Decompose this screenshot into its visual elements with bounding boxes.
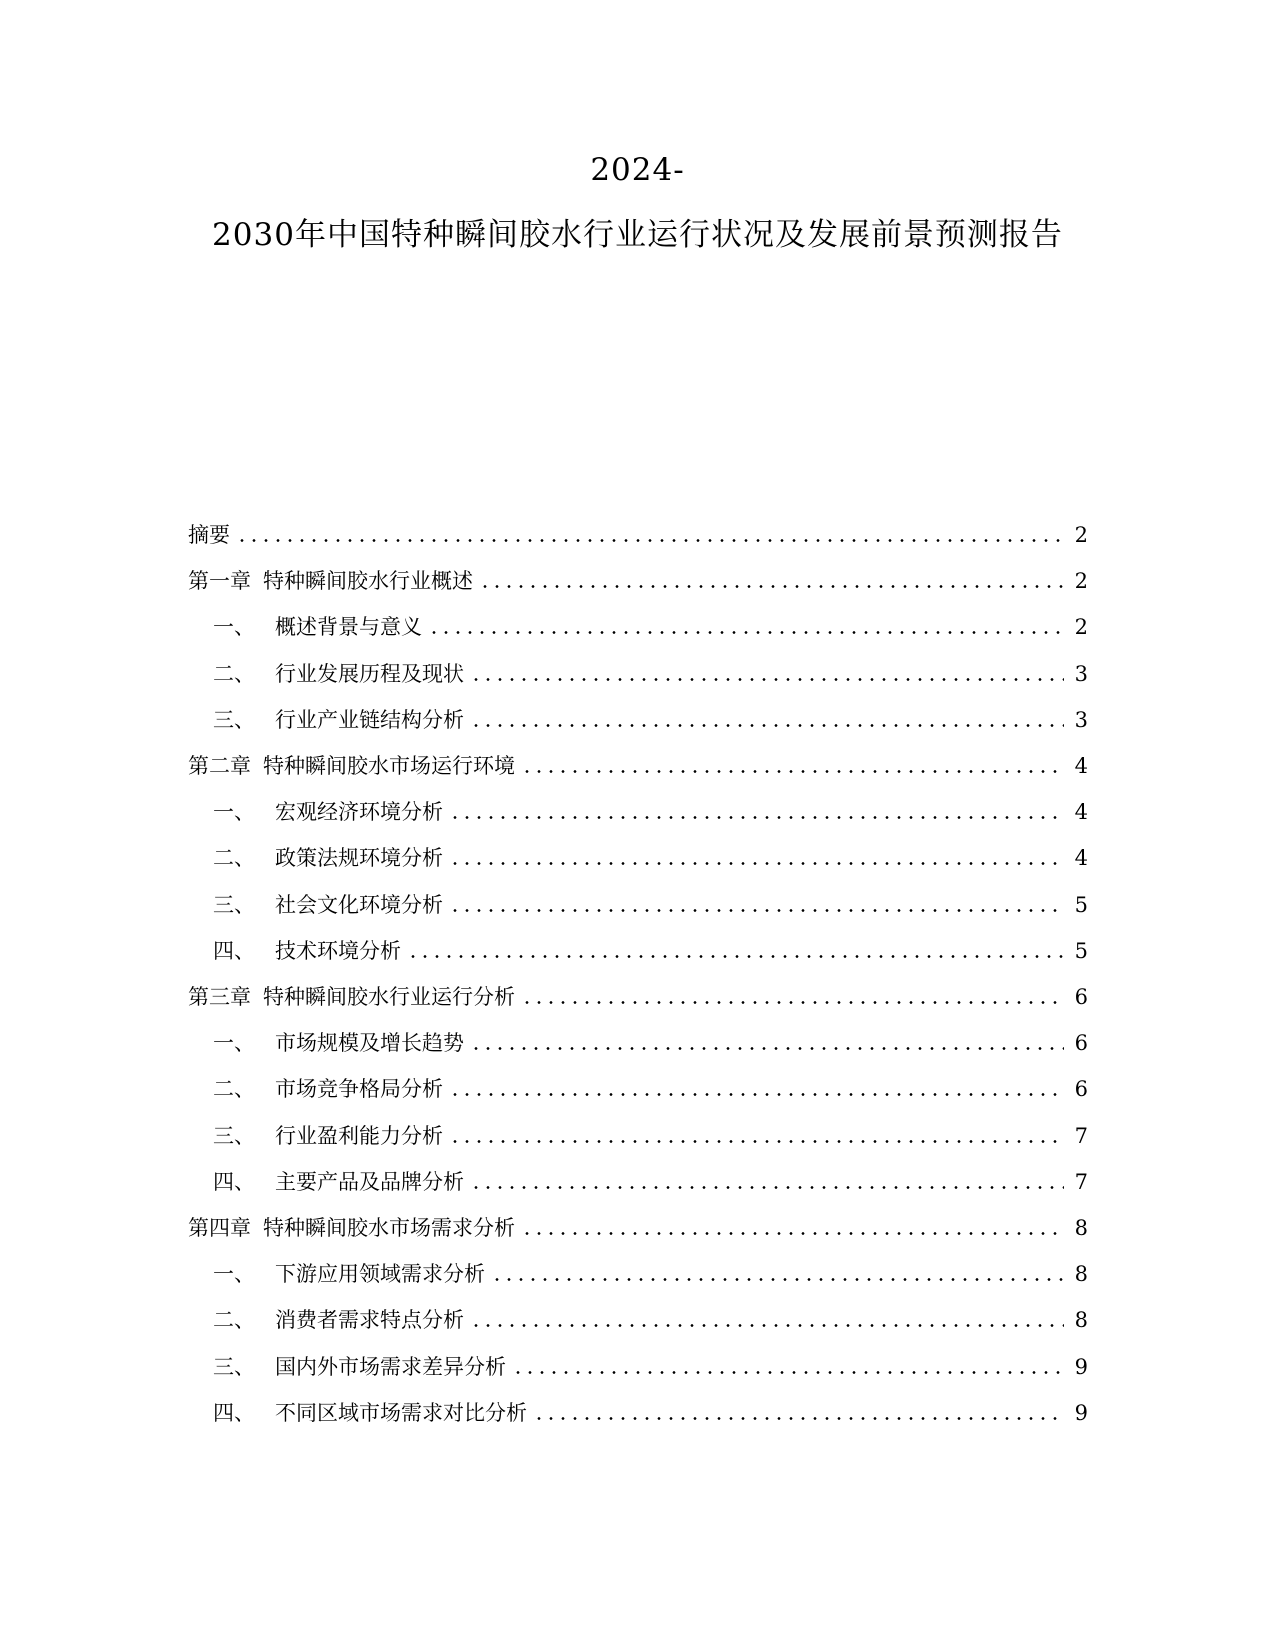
toc-entry-number: 三、: [213, 1123, 255, 1148]
toc-entry-title: 特种瞬间胶水市场需求分析: [263, 1216, 515, 1240]
toc-entry-number: 三、: [213, 1354, 255, 1379]
toc-entry-title: 国内外市场需求差异分析: [275, 1354, 506, 1379]
toc-dot-leader: [491, 1259, 1064, 1289]
toc-entry-title: 社会文化环境分析: [275, 892, 443, 917]
toc-dot-leader: [236, 520, 1064, 550]
toc-entry[interactable]: [188, 659, 1088, 689]
toc-dot-leader: [533, 1398, 1064, 1428]
toc-entry[interactable]: [188, 1398, 1088, 1428]
toc-entry-title: 市场竞争格局分析: [275, 1077, 443, 1102]
toc-entry-number: 一、: [213, 615, 255, 640]
toc-entry[interactable]: [188, 1259, 1088, 1289]
toc-dot-leader: [449, 1074, 1064, 1104]
toc-entry-number: 三、: [213, 707, 255, 732]
toc-page-number: 6: [1074, 1031, 1088, 1056]
toc-page-number: 3: [1074, 707, 1088, 732]
toc-entry-title: 市场规模及增长趋势: [275, 1031, 464, 1056]
toc-entry-number: 一、: [213, 800, 255, 825]
toc-page-number: 9: [1074, 1400, 1088, 1425]
toc-dot-leader: [449, 843, 1064, 873]
toc-dot-leader: [449, 797, 1064, 827]
toc-entry[interactable]: [188, 751, 1088, 781]
toc-page-number: 4: [1074, 846, 1088, 871]
toc-entry-number: 四、: [213, 1400, 255, 1425]
toc-entry[interactable]: [188, 797, 1088, 827]
toc-entry-number: 二、: [213, 846, 255, 871]
toc-entry-number: 第二章: [188, 754, 251, 778]
toc-page-number: 2: [1074, 569, 1088, 594]
toc-entry[interactable]: [188, 1074, 1088, 1104]
toc-page-number: 5: [1074, 892, 1088, 917]
toc-entry[interactable]: [188, 520, 1088, 550]
toc-entry-number: 第一章: [188, 569, 251, 594]
toc-entry[interactable]: [188, 890, 1088, 920]
toc-entry-number: 一、: [213, 1262, 255, 1287]
toc-dot-leader: [512, 1352, 1064, 1382]
toc-dot-leader: [407, 936, 1064, 966]
toc-page-number: 8: [1074, 1308, 1088, 1333]
toc-dot-leader: [470, 705, 1064, 735]
toc-page-number: 9: [1074, 1354, 1088, 1379]
toc-page-number: 8: [1074, 1216, 1088, 1240]
toc-entry-number: 四、: [213, 938, 255, 963]
toc-entry[interactable]: [188, 1121, 1088, 1151]
toc-entry-title: 行业产业链结构分析: [275, 707, 464, 732]
toc-entry-title: 宏观经济环境分析: [275, 800, 443, 825]
toc-entry-number: 一、: [213, 1031, 255, 1056]
toc-entry[interactable]: [188, 705, 1088, 735]
toc-entry[interactable]: [188, 936, 1088, 966]
toc-entry[interactable]: [188, 1305, 1088, 1335]
toc-page-number: 7: [1074, 1169, 1088, 1194]
toc-page-number: 2: [1074, 523, 1088, 547]
toc-entry[interactable]: [188, 1028, 1088, 1058]
toc-dot-leader: [470, 1167, 1064, 1197]
toc-dot-leader: [449, 1121, 1064, 1151]
toc-entry-title: 下游应用领域需求分析: [275, 1262, 485, 1287]
toc-entry-number: 第四章: [188, 1216, 251, 1240]
toc-entry[interactable]: [188, 843, 1088, 873]
toc-dot-leader: [470, 659, 1064, 689]
toc-dot-leader: [479, 566, 1064, 596]
toc-page-number: 2: [1074, 615, 1088, 640]
toc-entry-number: 二、: [213, 1308, 255, 1333]
toc-entry[interactable]: [188, 612, 1088, 642]
toc-entry-title: 摘要: [188, 523, 230, 547]
toc-dot-leader: [470, 1028, 1064, 1058]
toc-entry[interactable]: [188, 1352, 1088, 1382]
toc-entry-number: 二、: [213, 661, 255, 686]
toc-page-number: 5: [1074, 938, 1088, 963]
toc-entry[interactable]: [188, 1167, 1088, 1197]
toc-page-number: 4: [1074, 800, 1088, 825]
toc-dot-leader: [428, 612, 1064, 642]
toc-entry-title: 特种瞬间胶水市场运行环境: [263, 754, 515, 778]
toc-page-number: 6: [1074, 1077, 1088, 1102]
toc-page-number: 7: [1074, 1123, 1088, 1148]
toc-entry[interactable]: [188, 566, 1088, 596]
toc-entry-title: 主要产品及品牌分析: [275, 1169, 464, 1194]
toc-entry-number: 四、: [213, 1169, 255, 1194]
toc-dot-leader: [521, 1213, 1064, 1243]
toc-dot-leader: [470, 1305, 1064, 1335]
title-line-2: 2030年中国特种瞬间胶水行业运行状况及发展前景预测报告: [212, 217, 1063, 253]
toc-entry-title: 行业盈利能力分析: [275, 1123, 443, 1148]
title-line-1: 2024-: [590, 152, 685, 188]
toc-dot-leader: [521, 751, 1064, 781]
toc-dot-leader: [521, 982, 1064, 1012]
toc-entry-title: 技术环境分析: [275, 938, 401, 963]
toc-page-number: 6: [1074, 985, 1088, 1009]
toc-entry-title: 概述背景与意义: [275, 615, 422, 640]
toc-page-number: 8: [1074, 1262, 1088, 1287]
toc-entry-number: 三、: [213, 892, 255, 917]
toc-page-number: 4: [1074, 754, 1088, 778]
toc-entry-title: 不同区域市场需求对比分析: [275, 1400, 527, 1425]
toc-entry-number: 二、: [213, 1077, 255, 1102]
toc-entry-title: 特种瞬间胶水行业运行分析: [263, 985, 515, 1009]
toc-entry-title: 特种瞬间胶水行业概述: [263, 569, 473, 594]
toc-entry-title: 消费者需求特点分析: [275, 1308, 464, 1333]
toc-entry[interactable]: [188, 982, 1088, 1012]
toc-entry-title: 政策法规环境分析: [275, 846, 443, 871]
toc-dot-leader: [449, 890, 1064, 920]
toc-entry[interactable]: [188, 1213, 1088, 1243]
toc-entry-number: 第三章: [188, 985, 251, 1009]
toc-page-number: 3: [1074, 661, 1088, 686]
toc-entry-title: 行业发展历程及现状: [275, 661, 464, 686]
